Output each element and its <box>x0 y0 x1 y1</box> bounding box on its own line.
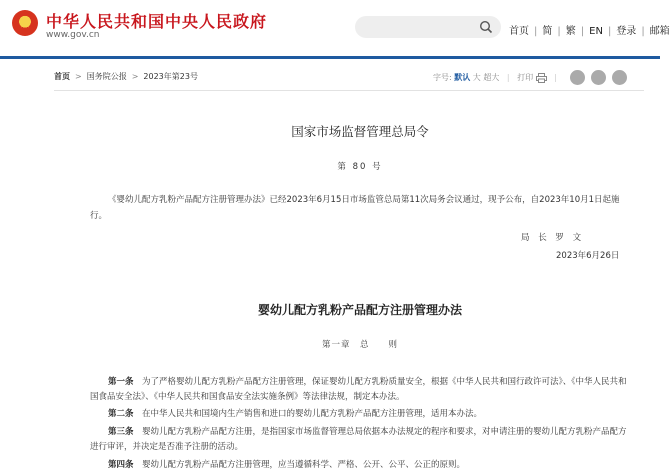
nav-mail[interactable]: 邮箱 <box>649 26 670 37</box>
decree-intro: 《婴幼儿配方乳粉产品配方注册管理办法》已经2023年6月15日市场监管总局第11次局务会议通过，现予公布，自2023年10月1日起施行。 <box>90 195 620 221</box>
chapter-heading: 第一章 总 则 <box>321 340 398 350</box>
article-text: 为了严格婴幼儿配方乳粉产品配方注册管理，保证婴幼儿配方乳粉质量安全，根据《中华人民共和国行政许可法》、《中华人民共和国食品安全法》、《中华人民共和国食品安全法实施条例》等法律法规，制定本办法。 <box>90 377 627 402</box>
site-url: www.gov.cn <box>46 30 100 40</box>
nav-english[interactable]: EN <box>589 26 603 37</box>
breadcrumb-gazette[interactable]: 国务院公报 <box>86 72 127 81</box>
law-title: 婴幼儿配方乳粉产品配方注册管理办法 <box>257 303 462 317</box>
site-title[interactable]: 中华人民共和国中央人民政府 <box>46 12 268 31</box>
weibo-icon[interactable] <box>570 70 585 85</box>
article-label: 第一条 <box>108 377 134 387</box>
breadcrumb-home[interactable]: 首页 <box>54 72 70 81</box>
article-label: 第四条 <box>108 460 134 470</box>
breadcrumb <box>54 71 198 82</box>
font-default-button[interactable]: 默认 <box>454 73 471 82</box>
chevron-right-icon: > <box>75 72 82 81</box>
decree-title: 国家市场监督管理总局令 <box>291 124 429 139</box>
nav-home[interactable]: 首页 <box>509 26 529 37</box>
search-box[interactable] <box>355 16 501 38</box>
article-4 <box>90 458 630 473</box>
page-tools: 字号: 默认 大 超大 | 打印 | <box>433 70 627 85</box>
article-text: 在中华人民共和国境内生产销售和进口的婴幼儿配方乳粉产品配方注册管理，适用本办法。 <box>142 409 483 419</box>
nav-login[interactable]: 登录 <box>616 26 637 37</box>
print-button[interactable]: 打印 <box>517 73 534 82</box>
top-nav: 首页 | 简 | 繁 | EN | 登录 | 邮箱 <box>509 26 670 37</box>
article-1 <box>90 375 630 405</box>
article-text: 婴幼儿配方乳粉产品配方注册管理，应当遵循科学、严格、公开、公平、公正的原则。 <box>142 460 466 470</box>
wechat-icon[interactable] <box>591 70 606 85</box>
decree-number: 第 80 号 <box>337 162 383 172</box>
search-icon[interactable] <box>479 20 493 34</box>
more-icon[interactable] <box>612 70 627 85</box>
chevron-right-icon: > <box>131 72 139 81</box>
decree-signer: 局 长 罗 文 <box>521 233 585 243</box>
printer-icon[interactable] <box>536 73 547 83</box>
nav-traditional[interactable]: 繁 <box>565 26 576 37</box>
font-large-button[interactable]: 大 <box>472 73 481 82</box>
national-emblem-icon[interactable] <box>12 10 38 36</box>
breadcrumb-issue[interactable]: 2023年第23号 <box>143 72 198 81</box>
site-header <box>0 0 670 46</box>
breadcrumb-bar <box>0 67 660 87</box>
breadcrumb-divider <box>54 90 644 91</box>
article-2 <box>90 407 630 422</box>
search-input[interactable] <box>365 19 479 37</box>
nav-simplified[interactable]: 简 <box>542 26 553 37</box>
decree-date: 2023年6月26日 <box>556 251 620 261</box>
font-size-label: 字号: <box>433 73 452 82</box>
article-label: 第三条 <box>108 427 134 437</box>
article-label: 第二条 <box>108 409 134 419</box>
article-text: 婴幼儿配方乳粉产品配方注册，是指国家市场监督管理总局依据本办法规定的程序和要求，对申请注册的婴幼儿配方乳粉产品配方进行审评，并决定是否准予注册的活动。 <box>90 427 627 452</box>
article-3 <box>90 425 630 455</box>
header-divider-bar <box>0 56 660 59</box>
font-xlarge-button[interactable]: 超大 <box>483 73 500 82</box>
